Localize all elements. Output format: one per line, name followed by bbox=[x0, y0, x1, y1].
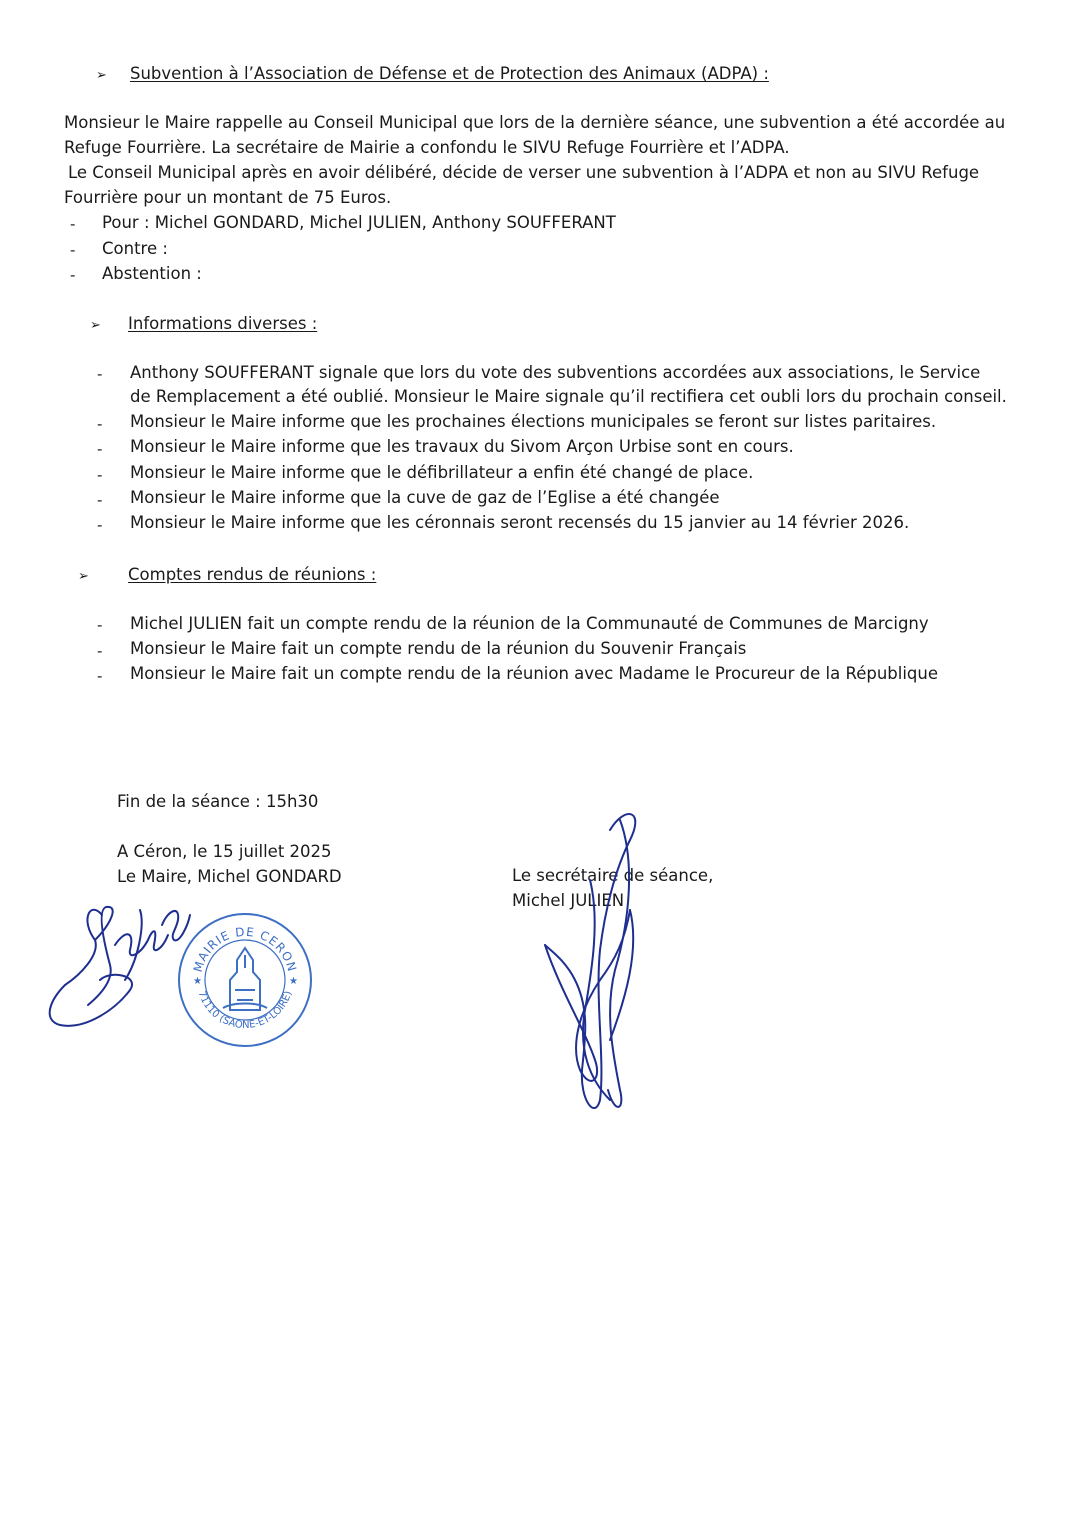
section-heading-adpa: Subvention à l’Association de Défense et de Protection des Animaux (ADPA) : bbox=[130, 64, 769, 83]
list-dash: - bbox=[97, 491, 103, 509]
session-end-time: Fin de la séance : 15h30 bbox=[117, 792, 319, 811]
stamp-bottom-text: 71110 (SAONE-ET-LOIRE) bbox=[195, 989, 295, 1032]
bullet-arrow-icon: ➢ bbox=[96, 68, 107, 83]
list-dash: - bbox=[70, 266, 76, 284]
list-dash: - bbox=[97, 440, 103, 458]
list-item: Monsieur le Maire informe que les céronnais seront recensés du 15 janvier au 14 février 2026. bbox=[130, 513, 910, 532]
place-date: A Céron, le 15 juillet 2025 bbox=[117, 842, 332, 861]
list-dash: - bbox=[97, 365, 103, 383]
bullet-arrow-icon: ➢ bbox=[78, 569, 89, 584]
vote-pour: Pour : Michel GONDARD, Michel JULIEN, Anthony SOUFFERANT bbox=[102, 213, 616, 232]
vote-abstention: Abstention : bbox=[102, 264, 202, 283]
list-item: Monsieur le Maire informe que les prochaines élections municipales se feront sur listes paritaires. bbox=[130, 412, 937, 431]
list-item: Monsieur le Maire fait un compte rendu de la réunion avec Madame le Procureur de la République bbox=[130, 664, 939, 683]
list-item: de Remplacement a été oublié. Monsieur le Maire signale qu’il rectifiera cet oubli lors du prochain conseil. bbox=[130, 387, 1007, 406]
section-heading-informations: Informations diverses : bbox=[128, 314, 318, 333]
list-dash: - bbox=[97, 642, 103, 660]
stamp-top-text: MAIRIE DE CERON bbox=[190, 924, 300, 974]
mayor-name: Le Maire, Michel GONDARD bbox=[117, 867, 342, 886]
mairie-stamp bbox=[175, 910, 315, 1050]
paragraph-line: Le Conseil Municipal après en avoir délibéré, décide de verser une subvention à l’ADPA et non au SIVU Refuge bbox=[68, 163, 980, 182]
bullet-arrow-icon: ➢ bbox=[90, 318, 101, 333]
paragraph-line: Fourrière pour un montant de 75 Euros. bbox=[64, 188, 392, 207]
list-dash: - bbox=[97, 667, 103, 685]
list-dash: - bbox=[97, 616, 103, 634]
svg-text:★: ★ bbox=[289, 976, 298, 987]
secretary-title: Le secrétaire de séance, bbox=[512, 866, 714, 885]
list-item: Monsieur le Maire informe que les travaux du Sivom Arçon Urbise sont en cours. bbox=[130, 437, 794, 456]
svg-text:★: ★ bbox=[193, 976, 202, 987]
list-dash: - bbox=[97, 415, 103, 433]
list-dash: - bbox=[97, 516, 103, 534]
list-dash: - bbox=[70, 241, 76, 259]
paragraph-line: Refuge Fourrière. La secrétaire de Mairie a confondu le SIVU Refuge Fourrière et l’ADPA. bbox=[64, 138, 790, 157]
list-dash: - bbox=[97, 466, 103, 484]
list-item: Monsieur le Maire fait un compte rendu de la réunion du Souvenir Français bbox=[130, 639, 747, 658]
list-item: Monsieur le Maire informe que le défibrillateur a enfin été changé de place. bbox=[130, 463, 754, 482]
secretary-signature bbox=[530, 800, 680, 1120]
list-item: Monsieur le Maire informe que la cuve de gaz de l’Eglise a été changée bbox=[130, 488, 720, 507]
list-item: Michel JULIEN fait un compte rendu de la réunion de la Communauté de Communes de Marcigny bbox=[130, 614, 929, 633]
section-heading-comptes-rendus: Comptes rendus de réunions : bbox=[128, 565, 377, 584]
secretary-name: Michel JULIEN bbox=[512, 891, 625, 910]
list-item: Anthony SOUFFERANT signale que lors du vote des subventions accordées aux associations, le Service bbox=[130, 363, 981, 382]
list-dash: - bbox=[70, 215, 76, 233]
paragraph-line: Monsieur le Maire rappelle au Conseil Municipal que lors de la dernière séance, une subvention a été accordée au bbox=[64, 113, 1006, 132]
vote-contre: Contre : bbox=[102, 239, 168, 258]
